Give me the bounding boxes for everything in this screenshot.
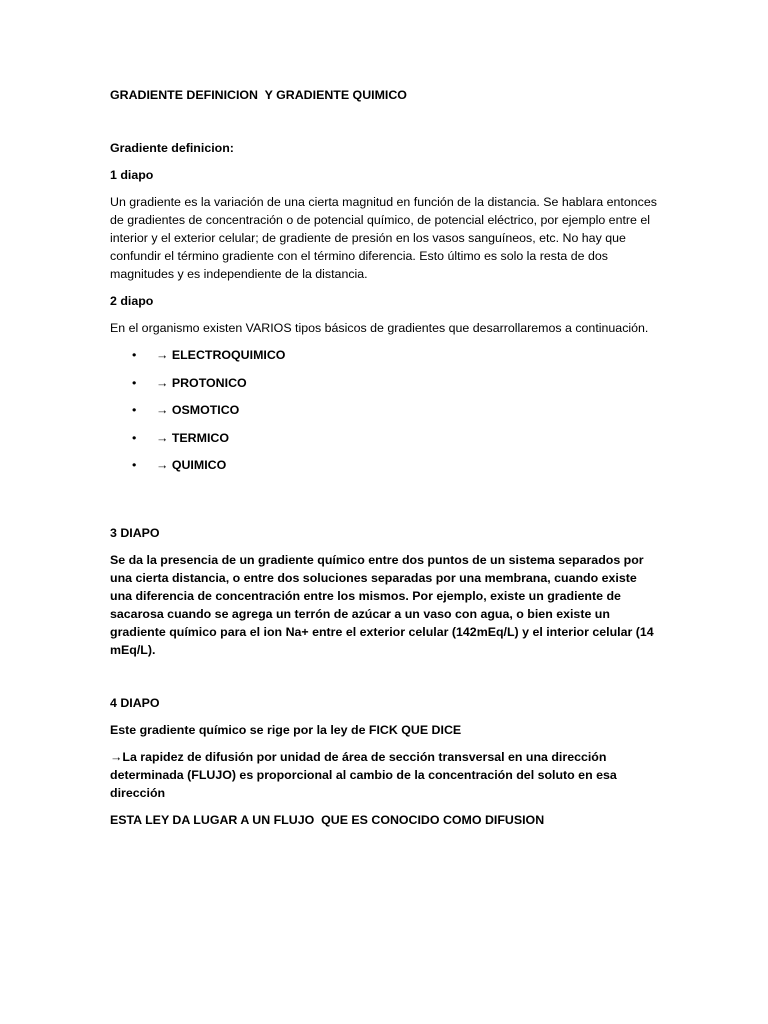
slide3-text: Se da la presencia de un gradiente químico entre dos puntos de un sistema separados por una cierta distancia, o entre dos soluciones separadas por una membrana, cuando existe una diferencia de concentración entre los mismos. Por ejemplo, existe un gradiente de sacarosa cuando se agrega un terrón de azúcar a un vaso con agua, o bien existe un gradiente químico para el ion Na+ entre el exterior celular (142mEq/L) y el interior celular (14 mEq/L). — [110, 553, 654, 657]
section-heading: Gradiente definicion: — [110, 141, 234, 155]
list-item — [110, 346, 658, 364]
bullet-icon: • — [132, 375, 137, 390]
arrow-icon: → — [110, 750, 123, 764]
list-item-label: QUIMICO — [171, 458, 227, 472]
slide4-intro: Este gradiente químico se rige por la ley de FICK QUE DICE — [110, 723, 462, 737]
list-item-label: ELECTROQUIMICO — [171, 348, 286, 362]
slide2-text: En el organismo existen VARIOS tipos básicos de gradientes que desarrollaremos a continuación. — [110, 321, 649, 335]
slide1-label: 1 diapo — [110, 168, 154, 182]
document-page — [110, 86, 658, 829]
list-item — [110, 429, 658, 447]
list-item — [110, 374, 658, 392]
arrow-icon: → — [156, 458, 169, 472]
slide2-label: 2 diapo — [110, 294, 154, 308]
slide3-label: 3 DIAPO — [110, 526, 160, 540]
arrow-icon: → — [156, 403, 169, 417]
law-text: La rapidez de difusión por unidad de área de sección transversal en una dirección determinada (FLUJO) es proporcional al cambio de la concentración del soluto en esa dirección — [110, 750, 617, 800]
list-item-label: OSMOTICO — [171, 403, 240, 417]
bullet-icon: • — [132, 403, 137, 417]
bullet-icon: • — [132, 348, 137, 362]
slide4-label: 4 DIAPO — [110, 696, 160, 710]
bullet-icon: • — [132, 458, 137, 472]
list-item-label: TERMICO — [171, 430, 229, 445]
arrow-icon: → — [156, 375, 169, 390]
document-title: GRADIENTE DEFINICION Y GRADIENTE QUIMICO — [110, 88, 407, 102]
list-item — [110, 401, 658, 419]
slide1-text: Un gradiente es la variación de una cierta magnitud en función de la distancia. Se hablara entonces de gradientes de concentración o de potencial químico, de potencial eléctrico, por ejemplo entre el interior y el exterior celular; de gradiente de presión en los vasos sanguíneos, etc. No hay que confundir el término gradiente con el término diferencia. Esto último es solo la resta de dos magnitudes y es independiente de la distancia. — [110, 195, 657, 281]
slide4-conclusion: ESTA LEY DA LUGAR A UN FLUJO QUE ES CONOCIDO COMO DIFUSION — [110, 813, 545, 827]
list-item — [110, 456, 658, 474]
list-item-label: PROTONICO — [171, 375, 247, 390]
bullet-icon: • — [132, 430, 137, 445]
arrow-icon: → — [156, 430, 169, 445]
gradient-types-list — [110, 346, 658, 474]
slide4-law — [110, 748, 658, 802]
arrow-icon: → — [156, 348, 169, 362]
